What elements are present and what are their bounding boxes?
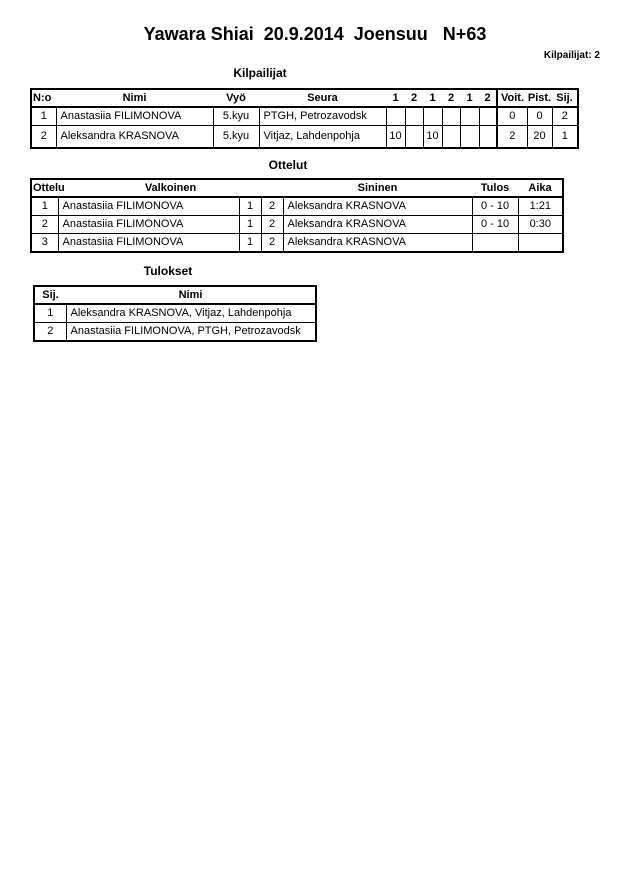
col-header-score-1: 1 [386, 89, 405, 107]
match-no: 2 [31, 216, 58, 234]
competitors-count-label: Kilpailijat: 2 [543, 50, 600, 61]
score-cell [479, 107, 497, 126]
results-table [33, 285, 317, 342]
col-header-wins: Voit. [497, 89, 527, 107]
competitor-row [31, 126, 578, 149]
score-cell [442, 126, 460, 149]
col-header-score-3: 1 [423, 89, 442, 107]
result-name: Aleksandra KRASNOVA, Vitjaz, Lahdenpohja [66, 304, 316, 323]
match-white-name: Anastasiia FILIMONOVA [58, 197, 239, 216]
competitor-place: 1 [552, 126, 578, 149]
competitor-belt: 5.kyu [213, 126, 259, 149]
score-cell [460, 107, 479, 126]
match-row [31, 197, 563, 216]
results-header-row [34, 286, 316, 304]
col-header-score-2: 2 [405, 89, 423, 107]
match-result: 0 - 10 [472, 197, 518, 216]
result-row [34, 304, 316, 323]
col-header-result: Tulos [472, 179, 518, 197]
match-result: 0 - 10 [472, 216, 518, 234]
match-no: 1 [31, 197, 58, 216]
competitor-points: 0 [527, 107, 552, 126]
col-header-time: Aika [518, 179, 563, 197]
col-header-points: Pist. [527, 89, 552, 107]
col-header-score-6: 2 [479, 89, 497, 107]
match-blue-name: Aleksandra KRASNOVA [283, 197, 472, 216]
match-blue-name: Aleksandra KRASNOVA [283, 216, 472, 234]
col-header-match: Ottelu [31, 179, 58, 197]
score-cell [423, 107, 442, 126]
score-cell: 10 [423, 126, 442, 149]
score-cell: 10 [386, 126, 405, 149]
col-header-club: Seura [259, 89, 386, 107]
competitor-club: Vitjaz, Lahdenpohja [259, 126, 386, 149]
col-header-name: Nimi [56, 89, 213, 107]
matches-header-row [31, 179, 563, 197]
col-header-no: N:o [31, 89, 56, 107]
competitor-no: 1 [31, 107, 56, 126]
col-header-score-4: 2 [442, 89, 460, 107]
matches-table [30, 178, 564, 253]
competitors-header-row [31, 89, 578, 107]
results-section-heading: Tulokset [143, 264, 193, 278]
match-blue-no: 2 [261, 197, 283, 216]
result-row [34, 323, 316, 342]
match-blue-name: Aleksandra KRASNOVA [283, 234, 472, 253]
competitor-club: PTGH, Petrozavodsk [259, 107, 386, 126]
competitor-wins: 2 [497, 126, 527, 149]
match-time [518, 234, 563, 253]
match-row [31, 234, 563, 253]
match-row [31, 216, 563, 234]
col-header-score-5: 1 [460, 89, 479, 107]
competitor-row [31, 107, 578, 126]
matches-section-heading: Ottelut [268, 158, 308, 172]
result-name: Anastasiia FILIMONOVA, PTGH, Petrozavodsk [66, 323, 316, 342]
match-white-no: 1 [239, 216, 261, 234]
match-time: 1:21 [518, 197, 563, 216]
competitors-section-heading: Kilpailijat [233, 66, 287, 80]
result-place: 2 [34, 323, 66, 342]
col-header-place: Sij. [34, 286, 66, 304]
competitor-wins: 0 [497, 107, 527, 126]
match-blue-no: 2 [261, 234, 283, 253]
col-header-white: Valkoinen [58, 179, 283, 197]
col-header-belt: Vyö [213, 89, 259, 107]
match-no: 3 [31, 234, 58, 253]
match-blue-no: 2 [261, 216, 283, 234]
competitor-points: 20 [527, 126, 552, 149]
competitor-no: 2 [31, 126, 56, 149]
score-cell [479, 126, 497, 149]
match-time: 0:30 [518, 216, 563, 234]
score-cell [386, 107, 405, 126]
match-white-name: Anastasiia FILIMONOVA [58, 234, 239, 253]
col-header-blue: Sininen [283, 179, 472, 197]
score-cell [442, 107, 460, 126]
match-white-no: 1 [239, 234, 261, 253]
score-cell [460, 126, 479, 149]
competitor-name: Anastasiia FILIMONOVA [56, 107, 213, 126]
score-cell [405, 107, 423, 126]
col-header-name: Nimi [66, 286, 316, 304]
competitor-place: 2 [552, 107, 578, 126]
competitor-name: Aleksandra KRASNOVA [56, 126, 213, 149]
match-white-name: Anastasiia FILIMONOVA [58, 216, 239, 234]
match-result [472, 234, 518, 253]
score-cell [405, 126, 423, 149]
competitors-table [30, 88, 579, 149]
page-title: Yawara Shiai 20.9.2014 Joensuu N+63 [143, 24, 487, 44]
result-place: 1 [34, 304, 66, 323]
col-header-place: Sij. [552, 89, 578, 107]
competitor-belt: 5.kyu [213, 107, 259, 126]
match-white-no: 1 [239, 197, 261, 216]
